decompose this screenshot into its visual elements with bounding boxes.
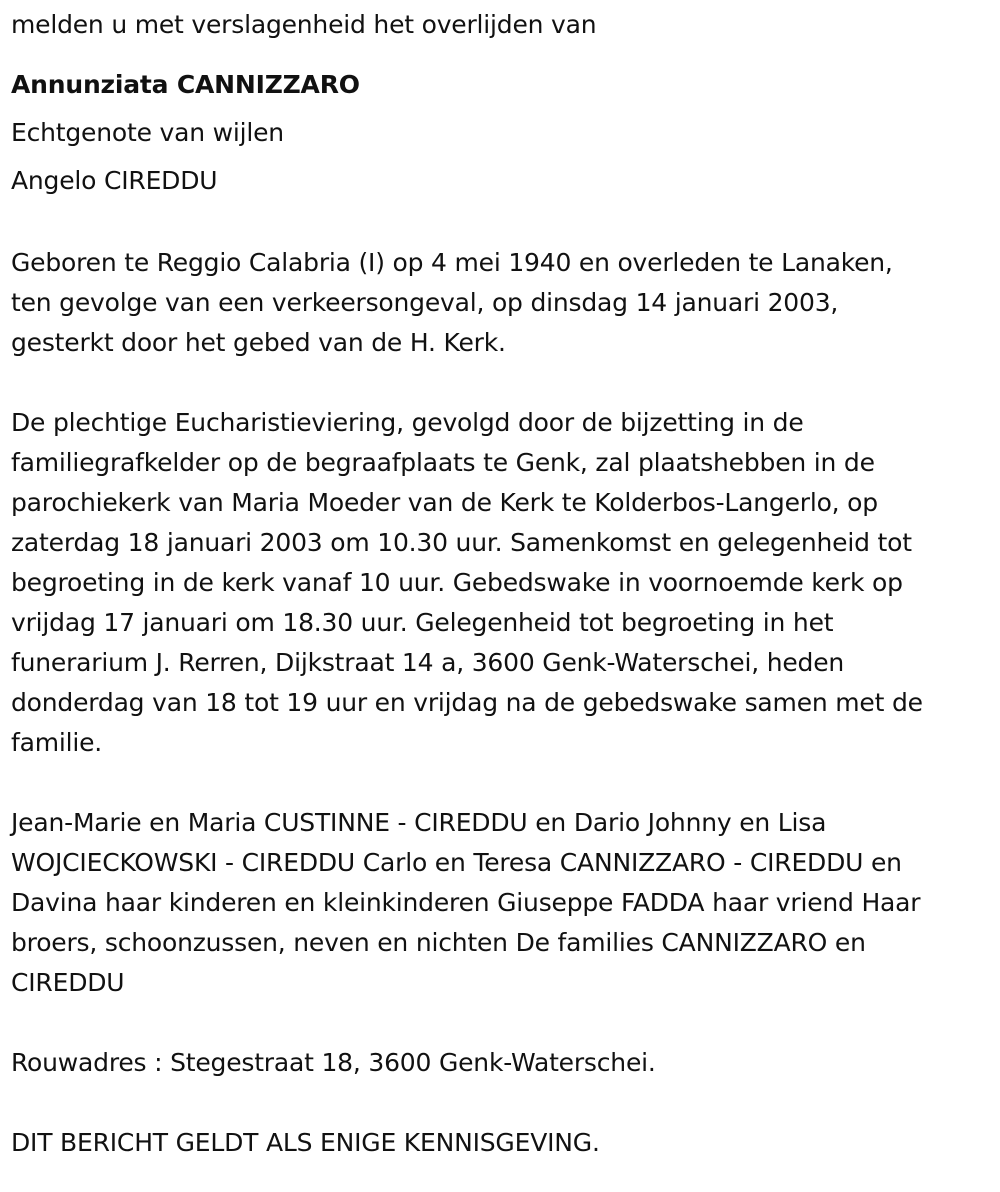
paragraph-line: begroeting in de kerk vanaf 10 uur. Gebedswake in voornoemde kerk op — [11, 568, 903, 597]
relation-text: Echtgenote van wijlen — [11, 118, 284, 147]
ceremony-paragraph — [11, 403, 991, 763]
birth-death-paragraph — [11, 243, 991, 363]
obituary-notice — [11, 0, 991, 1163]
family-paragraph — [11, 803, 991, 1003]
paragraph-line: funerarium J. Rerren, Dijkstraat 14 a, 3600 Genk-Waterschei, heden — [11, 648, 845, 677]
paragraph-line: ten gevolge van een verkeersongeval, op dinsdag 14 januari 2003, — [11, 288, 839, 317]
paragraph-line: donderdag van 18 tot 19 uur en vrijdag na de gebedswake samen met de — [11, 688, 923, 717]
paragraph-line: gesterkt door het gebed van de H. Kerk. — [11, 328, 506, 357]
paragraph-line: WOJCIECKOWSKI - CIREDDU Carlo en Teresa CANNIZZARO - CIREDDU en — [11, 848, 902, 877]
paragraph-line: familiegrafkelder op de begraafplaats te Genk, zal plaatshebben in de — [11, 448, 875, 477]
notice-text: DIT BERICHT GELDT ALS ENIGE KENNISGEVING. — [11, 1128, 600, 1157]
paragraph-line: familie. — [11, 728, 103, 757]
paragraph-line: vrijdag 17 januari om 18.30 uur. Gelegenheid tot begroeting in het — [11, 608, 834, 637]
deceased-name: Annunziata CANNIZZARO — [11, 70, 360, 99]
intro-text: melden u met verslagenheid het overlijden van — [11, 10, 597, 39]
spacer — [11, 205, 991, 243]
deceased-block — [11, 61, 991, 205]
spacer — [11, 363, 991, 403]
spacer — [11, 1003, 991, 1043]
paragraph-line: zaterdag 18 januari 2003 om 10.30 uur. Samenkomst en gelegenheid tot — [11, 528, 912, 557]
paragraph-line: parochiekerk van Maria Moeder van de Kerk te Kolderbos-Langerlo, op — [11, 488, 878, 517]
paragraph-line: Geboren te Reggio Calabria (I) op 4 mei 1940 en overleden te Lanaken, — [11, 248, 893, 277]
paragraph-line: De plechtige Eucharistieviering, gevolgd door de bijzetting in de — [11, 408, 804, 437]
paragraph-line: broers, schoonzussen, neven en nichten De families CANNIZZARO en — [11, 928, 866, 957]
spacer — [11, 763, 991, 803]
paragraph-line: Jean-Marie en Maria CUSTINNE - CIREDDU en Dario Johnny en Lisa — [11, 808, 827, 837]
mourning-address: Rouwadres : Stegestraat 18, 3600 Genk-Waterschei. — [11, 1048, 656, 1077]
spouse-name: Angelo CIREDDU — [11, 166, 218, 195]
paragraph-line: Davina haar kinderen en kleinkinderen Giuseppe FADDA haar vriend Haar — [11, 888, 921, 917]
paragraph-line: CIREDDU — [11, 968, 125, 997]
spacer — [11, 1083, 991, 1123]
